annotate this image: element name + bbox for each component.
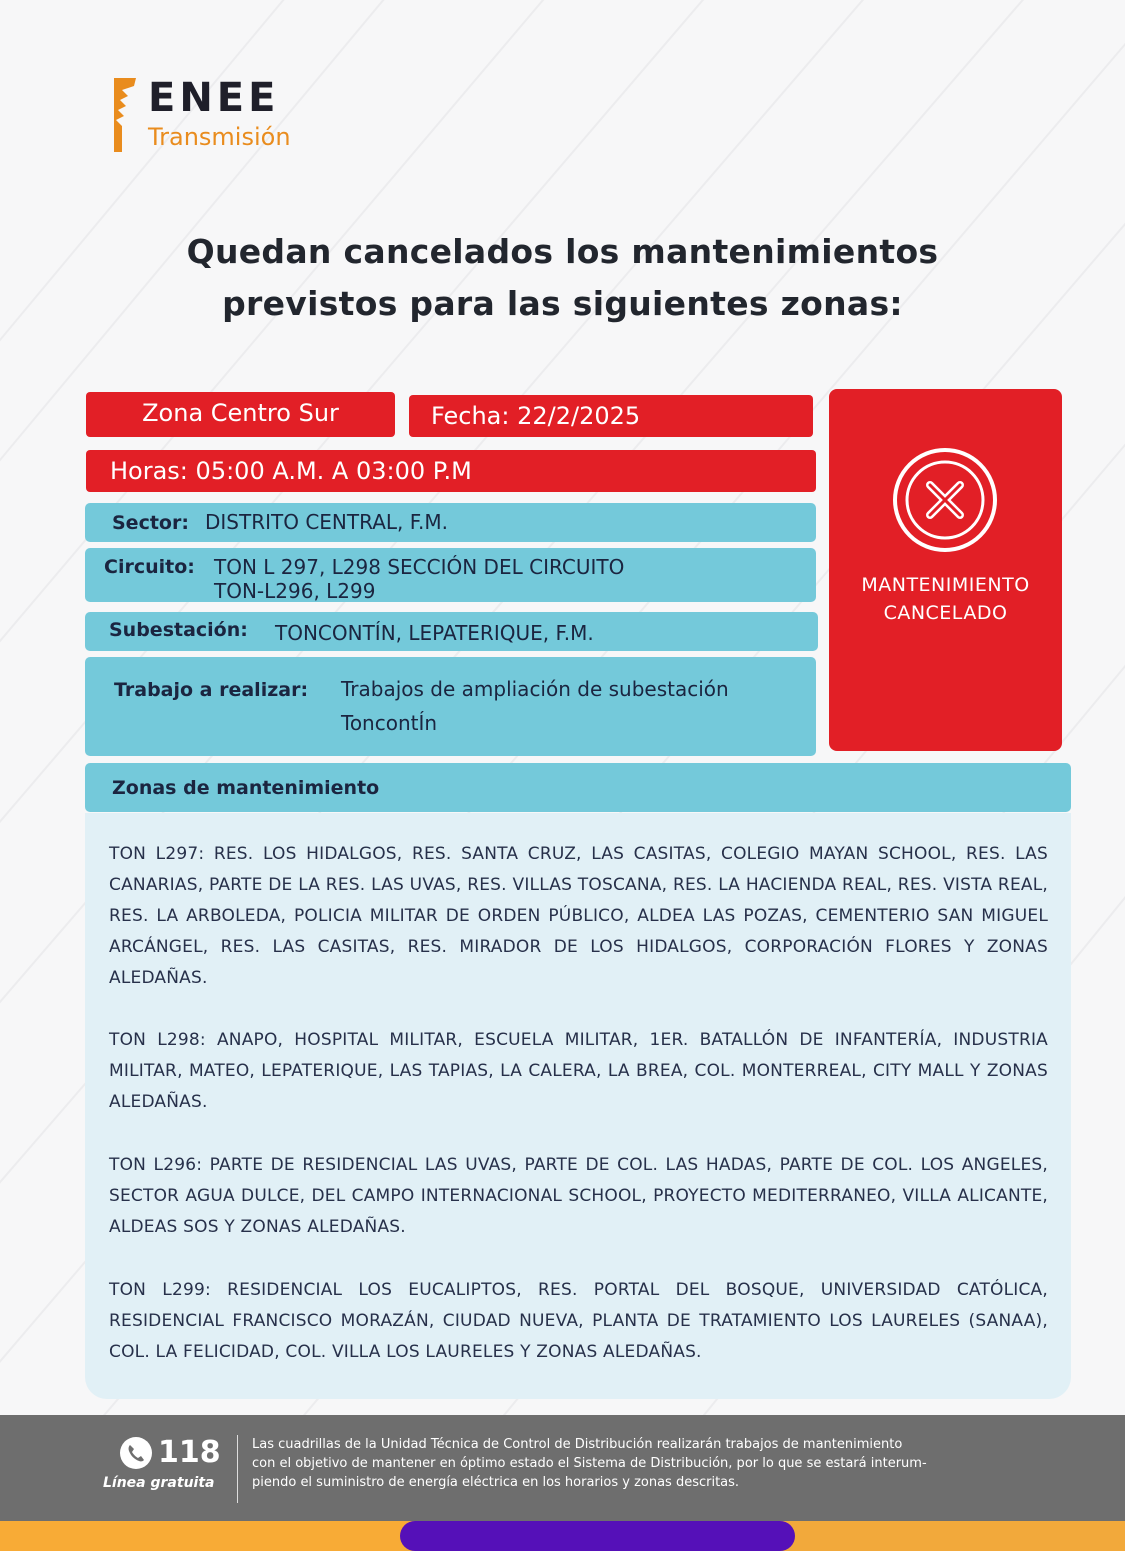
hours-value: 05:00 A.M. A 03:00 P.M [195, 457, 472, 485]
sector-label: Sector: [112, 512, 189, 534]
hours-label: Horas: [110, 457, 188, 485]
work-value-line-2: ToncontÍn [341, 711, 438, 735]
status-line-1: MANTENIMIENTO [861, 574, 1030, 596]
footer [0, 1415, 1125, 1521]
zone-paragraph-l299: TON L299: RESIDENCIAL LOS EUCALIPTOS, RES. PORTAL DEL BOSQUE, UNIVERSIDAD CATÓLICA, RESIDENCIAL FRANCISCO MORAZÁN, CIUDAD NUEVA, PLANTA DE TRATAMIENTO LOS LAURELES (SANAA), COL. LA FELICIDAD, COL. VILLA LOS LAURELES Y ZONAS ALEDAÑAS. [109, 1280, 1048, 1362]
title-line-2: previstos para las siguientes zonas: [222, 284, 903, 323]
zone-paragraph-l297: TON L297: RES. LOS HIDALGOS, RES. SANTA CRUZ, LAS CASITAS, COLEGIO MAYAN SCHOOL, RES. LAS CANARIAS, PARTE DE LA RES. LAS UVAS, RES. VILLAS TOSCANA, RES. LA HACIENDA REAL, RES. VISTA REAL, RES. LA ARBOLEDA, POLICIA MILITAR DE ORDEN PÚBLICO, ALDEA LAS POZAS, CEMENTERIO SAN MIGUEL ARCÁNGEL, RES. LAS CASITAS, RES. MIRADOR DE LOS HIDALGOS, CORPORACIÓN FLORES Y ZONAS ALEDAÑAS. [109, 844, 1048, 988]
circuit-label: Circuito: [104, 556, 195, 578]
circuit-value-line-1: TON L 297, L298 SECCIÓN DEL CIRCUITO [214, 555, 625, 579]
date-value: 22/2/2025 [517, 402, 641, 430]
hotline-number: 118 [158, 1435, 221, 1470]
footer-disclaimer [252, 1435, 1052, 1492]
cancelled-status-text [829, 571, 1062, 627]
substation-label: Subestación: [109, 619, 248, 641]
hotline-label: Línea gratuita [103, 1475, 215, 1491]
zones-header [85, 763, 1071, 812]
disclaimer-line-1: Las cuadrillas de la Unidad Técnica de Control de Distribución realizarán trabajos de mantenimiento [252, 1437, 903, 1452]
date-badge [409, 395, 813, 437]
work-value-line-1: Trabajos de ampliación de subestación [341, 677, 729, 701]
work-label: Trabajo a realizar: [114, 679, 309, 701]
logo-mark-icon [112, 76, 138, 154]
substation-row [85, 612, 818, 651]
footer-divider [237, 1435, 238, 1503]
sector-value: DISTRITO CENTRAL, F.M. [205, 510, 448, 534]
cancelled-status-card [829, 389, 1062, 751]
brand-subtitle: Transmisión [148, 123, 291, 151]
circuit-value-line-2: TON-L296, L299 [214, 579, 376, 603]
zone-badge [86, 392, 395, 437]
page-title [60, 226, 1065, 330]
bottom-bar-purple [400, 1521, 795, 1551]
brand-name: ENEE [148, 75, 280, 121]
bottom-color-bar [0, 1521, 1125, 1551]
bottom-bar-orange [0, 1521, 415, 1551]
phone-icon [120, 1437, 152, 1469]
zone-label: Zona Centro Sur [142, 399, 339, 427]
circuit-row [85, 548, 816, 602]
cancel-x-icon [890, 445, 1000, 555]
title-line-1: Quedan cancelados los mantenimientos [186, 232, 939, 271]
zones-title: Zonas de mantenimiento [112, 777, 380, 799]
zone-paragraph-l296: TON L296: PARTE DE RESIDENCIAL LAS UVAS, PARTE DE COL. LAS HADAS, PARTE DE COL. LOS ANGELES, SECTOR AGUA DULCE, DEL CAMPO INTERNACIONAL SCHOOL, PROYECTO MEDITERRANEO, VILLA ALICANTE, ALDEAS SOS Y ZONAS ALEDAÑAS. [109, 1155, 1048, 1237]
status-line-2: CANCELADO [883, 602, 1008, 624]
zone-paragraph-l298: TON L298: ANAPO, HOSPITAL MILITAR, ESCUELA MILITAR, 1ER. BATALLÓN DE INFANTERÍA, INDUSTRIA MILITAR, MATEO, LEPATERIQUE, LAS TAPIAS, LA CALERA, LA BREA, COL. MONTERREAL, CITY MALL Y ZONAS ALEDAÑAS. [109, 1030, 1048, 1112]
hours-badge [86, 450, 816, 492]
date-label: Fecha: [431, 402, 510, 430]
disclaimer-line-3: piendo el suministro de energía eléctrica en los horarios y zonas descritas. [252, 1475, 740, 1490]
substation-value: TONCONTÍN, LEPATERIQUE, F.M. [275, 621, 594, 645]
disclaimer-line-2: con el objetivo de mantener en óptimo estado el Sistema de Distribución, por lo que se estará interum- [252, 1456, 927, 1471]
enee-logo [112, 76, 342, 156]
work-row [85, 657, 816, 756]
sector-row [85, 503, 816, 542]
